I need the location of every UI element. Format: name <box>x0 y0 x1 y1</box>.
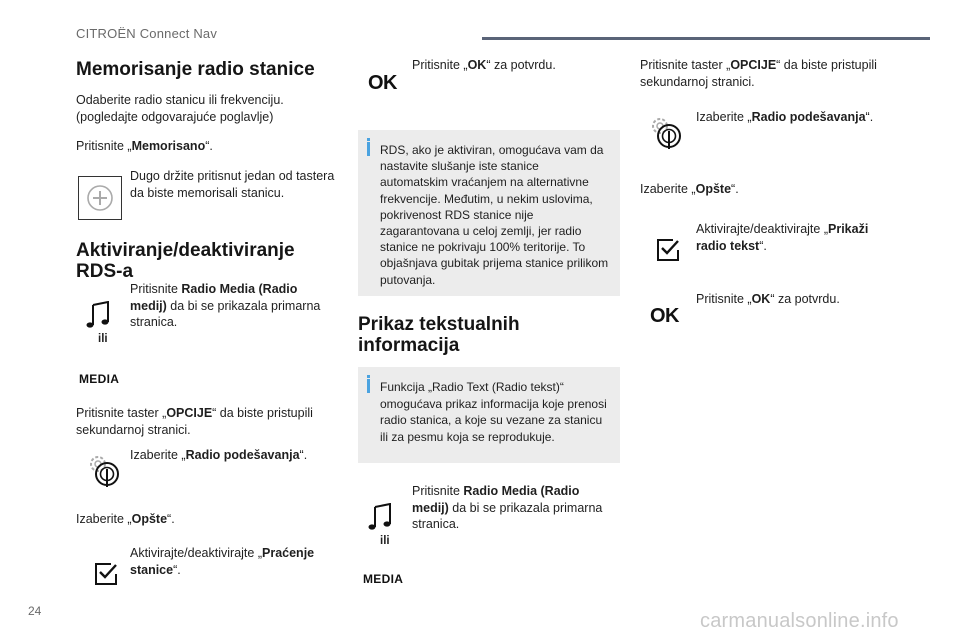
ili-label-2: ili <box>380 535 390 547</box>
media-button-label: MEDIA <box>79 372 120 386</box>
music-text: Pritisnite Radio Media (Radio medij) da bi se prikazala primarna stranica. <box>130 282 321 329</box>
info-marker-icon <box>367 138 370 141</box>
info-marker-icon <box>367 375 370 378</box>
music-note-icon <box>360 496 404 540</box>
info-radiotext-text: Funkcija „Radio Text (Radio tekst)“ omogućava prikaz informacija koje prenosi radio stanica, a koje su vezane za stanicu ili za pesmu koja se reprodukuje. <box>380 380 607 444</box>
paragraph-opcije-2: Pritisnite taster „OPCIJE“ da biste pristupili sekundarnoj stranici. <box>640 58 877 89</box>
heading-rds: Aktiviranje/deaktiviranje RDS-a <box>76 240 295 282</box>
gear-icon <box>82 448 126 492</box>
music-text-2: Pritisnite Radio Media (Radio medij) da bi se prikazala primarna stranica. <box>412 484 603 531</box>
radio-settings-text-2: Izaberite „Radio podešavanja“. <box>696 110 874 124</box>
info-box-rds <box>358 130 620 296</box>
opste-text: Izaberite „Opšte“. <box>76 512 175 526</box>
header-title: CITROËN Connect Nav <box>76 26 218 41</box>
ok-text: Pritisnite „OK“ za potvrdu. <box>412 58 556 72</box>
ili-label: ili <box>98 333 108 345</box>
plus-icon <box>78 176 122 220</box>
heading-memorisanje: Memorisanje radio stanice <box>76 59 315 80</box>
radio-settings-text: Izaberite „Radio podešavanja“. <box>130 448 308 462</box>
opste-text-2: Izaberite „Opšte“. <box>640 182 739 196</box>
gear-icon <box>644 110 688 154</box>
ok-icon: OK <box>650 305 679 327</box>
page-number: 24 <box>28 604 42 618</box>
media-button-label-2: MEDIA <box>363 572 404 586</box>
checkbox-icon <box>84 552 128 596</box>
header-bar <box>482 37 930 40</box>
ok-text-2: Pritisnite „OK“ za potvrdu. <box>696 292 840 306</box>
paragraph-opcije: Pritisnite taster „OPCIJE“ da biste pristupili sekundarnoj stranici. <box>76 406 313 437</box>
info-rds-text: RDS, ako je aktiviran, omogućava vam da nastavite slušanje iste stanice automatskim vraćanjem na alternativne frekvencije. Međutim, u nekim uslovima, pokrivenost RDS stanice nije zagarantovana u celoj zemlji, jer radio stanice ne pokrivaju 100% teritorije. To objašnjava gubitak prijema stanice prilikom putovanja. <box>380 143 609 287</box>
plus-text: Dugo držite pritisnut jedan od tastera da biste memorisali stanicu. <box>130 169 335 200</box>
heading-text-info: Prikaz tekstualnih informacija <box>358 314 520 356</box>
info-box-radiotext <box>358 367 620 463</box>
paragraph-select-station: Odaberite radio stanicu ili frekvenciju. (pogledajte odgovarajuće poglavlje) <box>76 93 284 124</box>
paragraph-memorisano: Pritisnite „Memorisano“. <box>76 139 213 153</box>
music-note-icon <box>78 294 122 338</box>
ok-icon: OK <box>368 72 397 94</box>
checkbox-icon <box>646 228 690 272</box>
prikazi-tekst-text: Aktivirajte/deaktivirajte „Prikaži radio tekst“. <box>696 222 869 253</box>
pracenje-text: Aktivirajte/deaktivirajte „Praćenje stanice“. <box>130 546 315 577</box>
watermark: carmanualsonline.info <box>700 610 899 632</box>
